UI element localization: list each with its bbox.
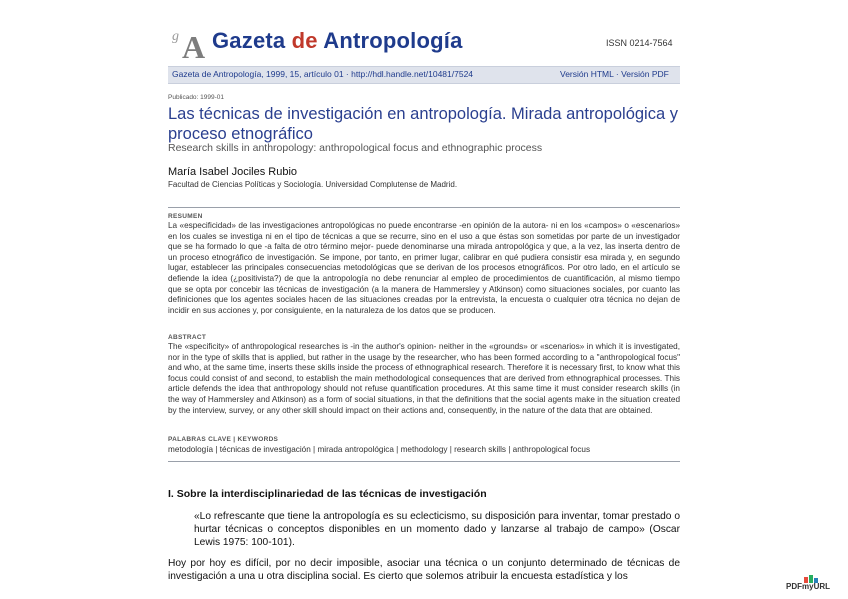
published-date: Publicado: 1999-01 xyxy=(168,94,225,101)
resumen-label: RESUMEN xyxy=(168,213,203,220)
svg-text:g: g xyxy=(172,29,179,44)
author-affiliation: Facultad de Ciencias Políticas y Sociología. Universidad Complutense de Madrid. xyxy=(168,180,458,189)
journal-title-part-de: de xyxy=(291,28,324,53)
divider-top xyxy=(168,207,680,208)
abstract-text: The «specificity» of anthropological researches is -in the author's opinion- neither in the «grounds» or «scenarios» in which it is investigated, nor in the type of skills that is applied, but rather in the usage by the researcher, who has been formed according to a "anthropological focus" and who, at the same time, inserts these skills inside the process of ethnographical research. Therefore it is necessary first, to know what this focus could consist of and second, to establish the main methodological consequences that are derived from ethnographical processes. This article defends the idea that anthropology should not refuse quantification procedures. At this same time it must consider research skills (in the way of Hammersley and Atkinson) as a form of social situations, in that the definitions that the social agents make in the situation created by the interview, survey, or any other skill should impact on their actions and, consequently, in the nature of the data that are obtained. xyxy=(168,342,680,415)
gazeta-logo-icon xyxy=(172,24,208,60)
article-subtitle: Research skills in anthropology: anthropological focus and ethnographic process xyxy=(168,142,543,154)
journal-title-part-antropologia: Antropología xyxy=(323,28,463,53)
body-paragraph: Hoy por hoy es difícil, por no decir imposible, asociar una técnica o un conjunto determinado de técnicas de investigación a una u otra disciplina social. Es cierto que solemos atribuir la encuesta estadística y los xyxy=(168,558,680,582)
resumen-text: La «especificidad» de las investigaciones antropológicas no puede encontrarse -en opinión de la autora- ni en los «campos» o «escenarios» en los cuales se investiga ni en el tipo de técnicas a que se recurre, sino en el uso a que éstas son sometidas por parte de un investigador que se ha formado lo que -a falta de otro término mejor- puede denominarse una mirada antropológica y que, a la vez, las inserta dentro de un proceso etnográfico de investigación. Se impone, por tanto, en primer lugar, calibrar en qué pudiera consistir esa mirada y, en segundo lugar, establecer las principales consecuencias metodológicas que se derivan de los procesos etnográficos. Por otro lado, en el artículo se defiende la idea (¿positivista?) de que la antropología no debe renunciar al empleo de procedimientos de cuantificación, al mismo tiempo que se opta por concebir las técnicas de investigación (a la manera de Hammersley y Atkinson) como situaciones sociales, por cuanto las definiciones que los agentes sociales hacen de las situaciones creadas por la entrevista, la encuesta o cualquier otra técnica no dejan de incidir en sus acciones y, por consiguiente, en la naturaleza de los datos que se producen. xyxy=(168,221,680,315)
article-title: Las técnicas de investigación en antropología. Mirada antropológica y proceso etnográfico xyxy=(168,105,678,143)
pdf-version-link[interactable]: Versión PDF xyxy=(621,69,669,79)
abstract-label: ABSTRACT xyxy=(168,334,207,341)
divider-bottom xyxy=(168,461,680,462)
issn: ISSN 0214-7564 xyxy=(606,38,673,48)
journal-title-part-gazeta: Gazeta xyxy=(212,28,292,53)
version-separator: · xyxy=(613,69,622,79)
keywords-label: PALABRAS CLAVE | KEYWORDS xyxy=(168,436,279,443)
citation-link[interactable]: Gazeta de Antropología, 1999, 15, artículo 01 · http://hdl.handle.net/10481/7524 xyxy=(172,69,474,79)
version-links xyxy=(560,69,669,79)
journal-title[interactable] xyxy=(212,28,463,54)
keywords-text: metodología | técnicas de investigación | mirada antropológica | methodology | research skills | anthropological focus xyxy=(168,445,591,454)
svg-text:A: A xyxy=(182,29,206,60)
epigraph-quote: «Lo refrescante que tiene la antropología es su eclecticismo, su disposición para inventar, tomar prestado o hurtar técnicas o conceptos disponibles en un momento dado y lanzarse al trabajo de campo» (Oscar Lewis 1975: 100-101). xyxy=(194,511,680,548)
pdfmyurl-badge[interactable]: PDFmyURL xyxy=(786,582,831,591)
section-heading: I. Sobre la interdisciplinariedad de las técnicas de investigación xyxy=(168,488,487,500)
html-version-link[interactable]: Versión HTML xyxy=(560,69,614,79)
author-name: María Isabel Jociles Rubio xyxy=(168,166,298,178)
